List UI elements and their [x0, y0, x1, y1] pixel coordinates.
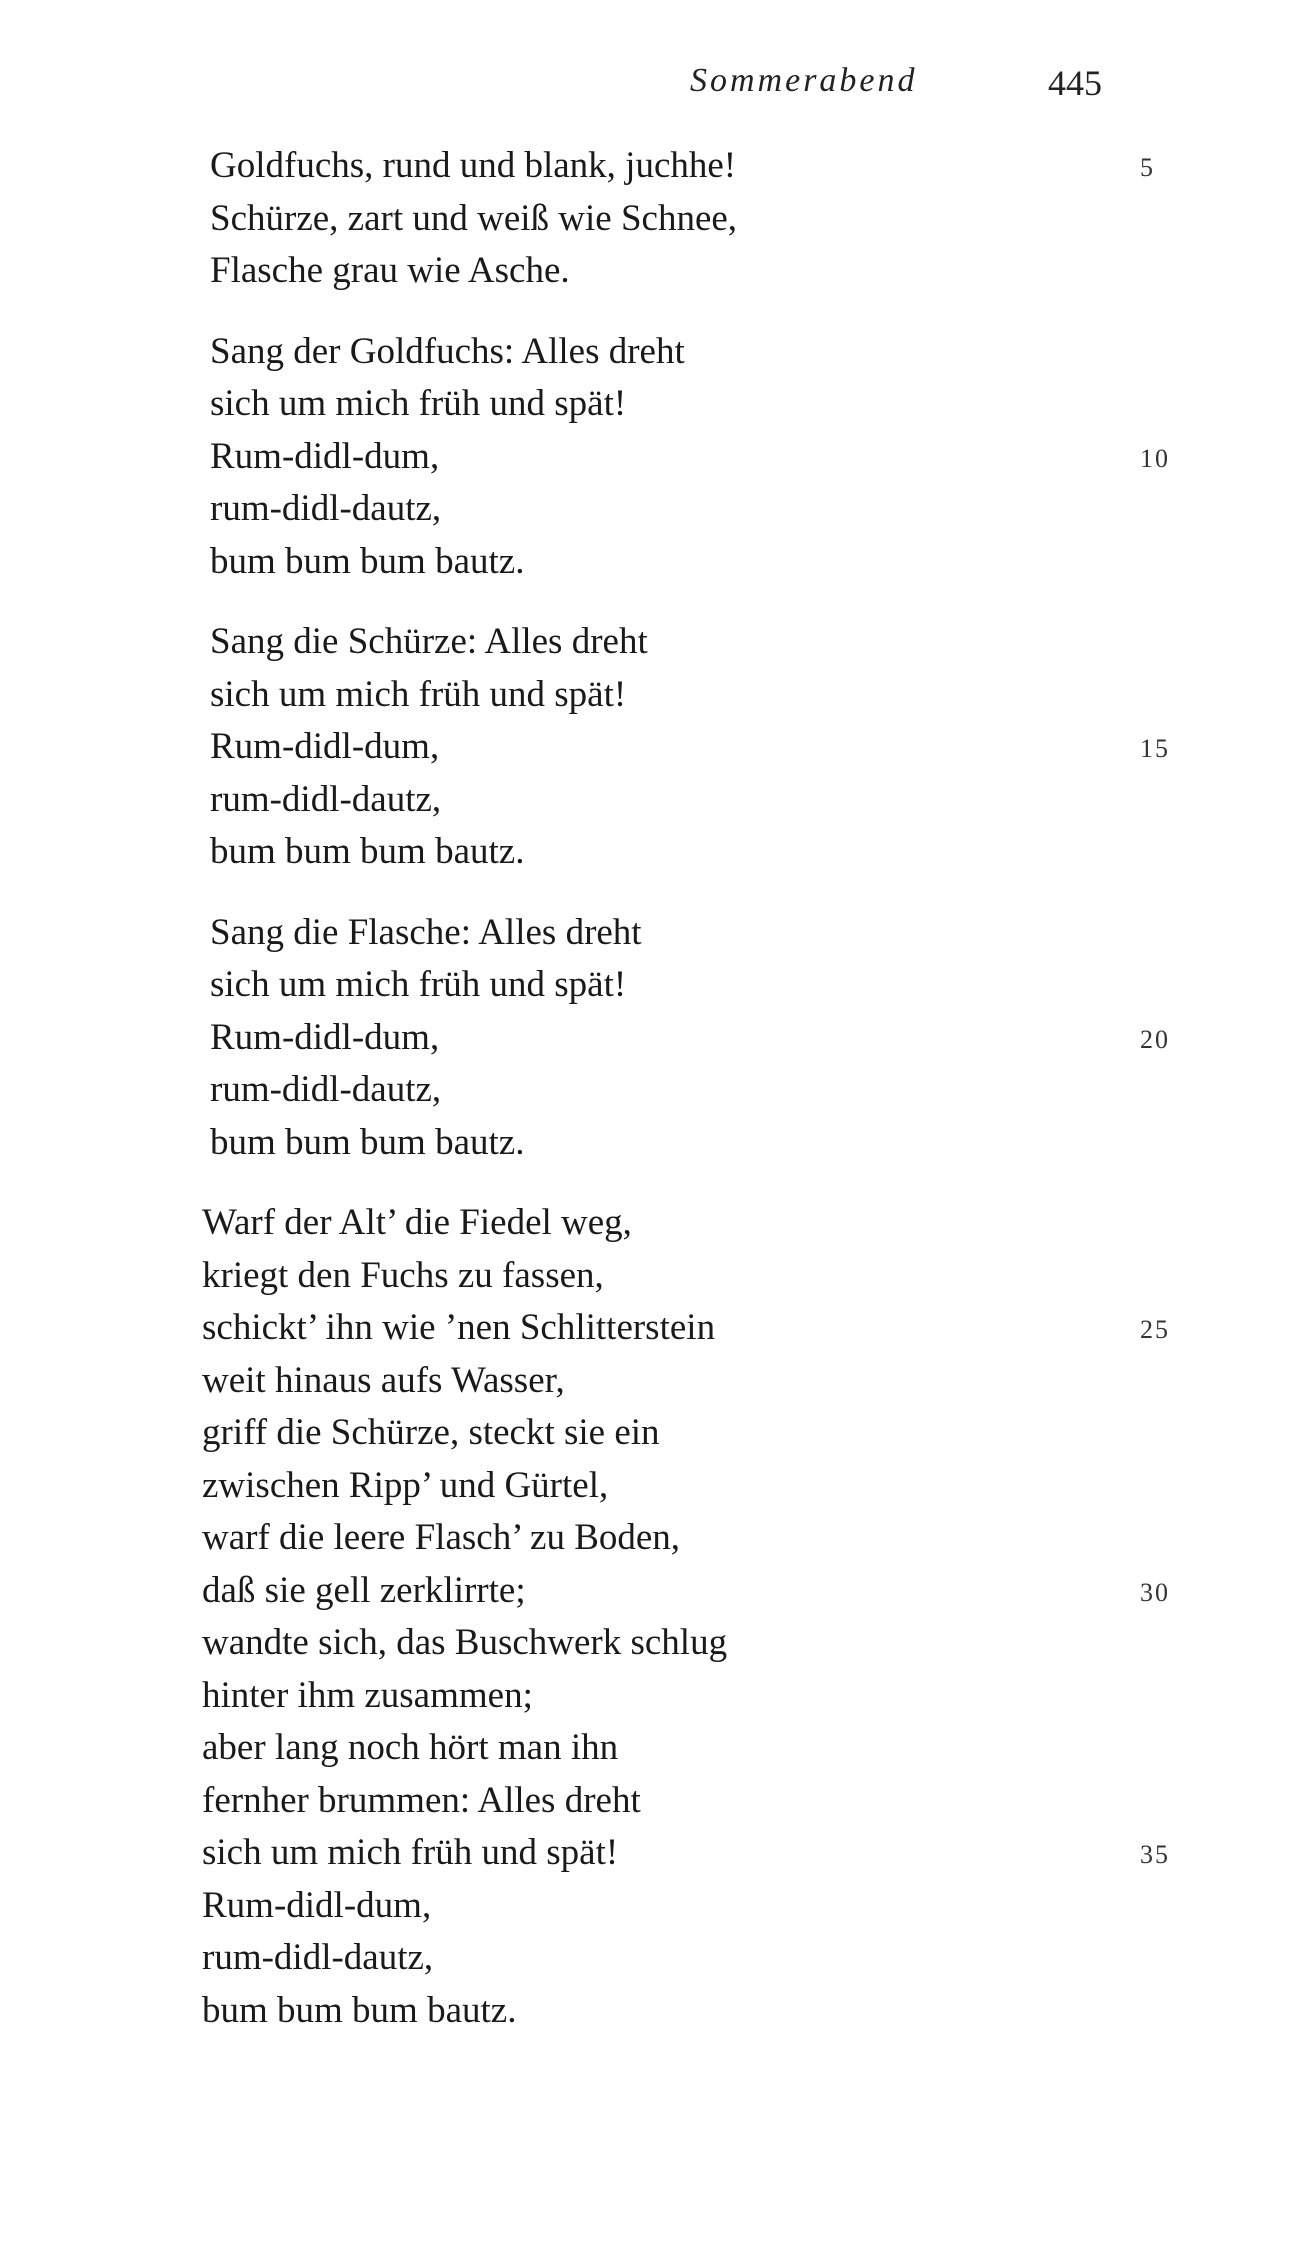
poem-line [210, 326, 1110, 379]
line-text: bum bum bum bautz. [210, 540, 525, 582]
line-text: wandte sich, das Buschwerk schlug [202, 1622, 728, 1663]
stanza-4 [210, 907, 1170, 1170]
poem-line [210, 1117, 1110, 1170]
running-title: Sommerabend [690, 62, 918, 99]
line-text: sich um mich früh und spät! [210, 383, 627, 424]
poem-line [210, 1012, 1170, 1065]
stanza-5 [202, 1197, 1170, 2037]
line-text: Warf der Alt’ die Fiedel weg, [202, 1202, 632, 1243]
poem-line [210, 826, 1110, 879]
poem-line [210, 140, 1155, 193]
poem-line [202, 1250, 1110, 1303]
poem-line [202, 1670, 1110, 1723]
line-text: daß sie gell zerklirrte; [202, 1569, 526, 1611]
poem-line [210, 959, 1110, 1012]
poem-line [210, 431, 1170, 484]
line-text: kriegt den Fuchs zu fassen, [202, 1254, 604, 1296]
line-text: sich um mich früh und spät! [210, 964, 627, 1005]
poem-line [202, 1302, 1170, 1355]
line-text: griff die Schürze, steckt sie ein [202, 1412, 660, 1453]
line-text: rum-didl-dautz, [210, 1069, 442, 1110]
poem-line [202, 1775, 1110, 1828]
line-text: Schürze, zart und weiß wie Schnee, [210, 197, 738, 239]
poem-line [202, 1355, 1110, 1408]
line-text: bum bum bum bautz. [210, 831, 525, 872]
line-number: 35 [1140, 1840, 1170, 1869]
stanza-1 [210, 140, 1155, 298]
poem-line [202, 1827, 1170, 1880]
poem-line [202, 1932, 1110, 1985]
poem-line [202, 1617, 1110, 1670]
line-text: Sang die Schürze: Alles dreht [210, 621, 648, 662]
line-text: sich um mich früh und spät! [210, 673, 627, 715]
poem-line [202, 1565, 1170, 1618]
poem-line [210, 245, 1110, 298]
line-number: 25 [1140, 1315, 1170, 1344]
poem-line [210, 616, 1110, 669]
line-number: 15 [1140, 734, 1170, 763]
poem-line [210, 536, 1110, 589]
poem-line [202, 1985, 1110, 2038]
line-text: Sang der Goldfuchs: Alles dreht [210, 330, 685, 372]
stanza-2 [210, 326, 1170, 589]
page-number: 445 [1048, 63, 1102, 103]
line-text: rum-didl-dautz, [210, 778, 442, 820]
poem-line [210, 193, 1110, 246]
poem-line [202, 1722, 1110, 1775]
line-text: Rum-didl-dum, [210, 435, 440, 477]
poem-line [210, 907, 1110, 960]
line-text: Rum-didl-dum, [202, 1884, 432, 1926]
line-number: 10 [1140, 443, 1170, 473]
poem-line [202, 1460, 1110, 1513]
line-text: Flasche grau wie Asche. [210, 250, 570, 291]
line-text: Goldfuchs, rund und blank, juchhe! [210, 145, 737, 186]
line-text: warf die leere Flasch’ zu Boden, [202, 1517, 681, 1558]
line-text: bum bum bum bautz. [202, 1989, 517, 2031]
line-text: Rum-didl-dum, [210, 726, 440, 767]
line-text: zwischen Ripp’ und Gürtel, [202, 1464, 609, 1506]
line-text: weit hinaus aufs Wasser, [202, 1359, 565, 1401]
line-number: 30 [1140, 1577, 1170, 1607]
line-number: 5 [1140, 153, 1155, 182]
line-text: schickt’ ihn wie ’nen Schlitterstein [202, 1307, 716, 1348]
poem-line [210, 774, 1110, 827]
poem-line [210, 483, 1110, 536]
line-text: sich um mich früh und spät! [202, 1832, 619, 1873]
line-text: Sang die Flasche: Alles dreht [210, 911, 642, 953]
poem-line [202, 1197, 1110, 1250]
line-text: rum-didl-dautz, [210, 488, 442, 529]
poem-line [202, 1512, 1110, 1565]
line-text: fernher brummen: Alles dreht [202, 1779, 641, 1821]
line-text: bum bum bum bautz. [210, 1121, 525, 1163]
line-text: rum-didl-dautz, [202, 1937, 434, 1978]
poem-line [210, 721, 1170, 774]
line-number: 20 [1140, 1024, 1170, 1054]
stanza-3 [210, 616, 1170, 879]
line-text: hinter ihm zusammen; [202, 1674, 533, 1716]
poem-line [210, 378, 1110, 431]
line-text: Rum-didl-dum, [210, 1016, 440, 1058]
poem-line [210, 669, 1110, 722]
poem-body [202, 140, 1170, 2065]
poem-line [210, 1064, 1110, 1117]
poem-line [202, 1880, 1110, 1933]
line-text: aber lang noch hört man ihn [202, 1727, 619, 1768]
poem-line [202, 1407, 1110, 1460]
